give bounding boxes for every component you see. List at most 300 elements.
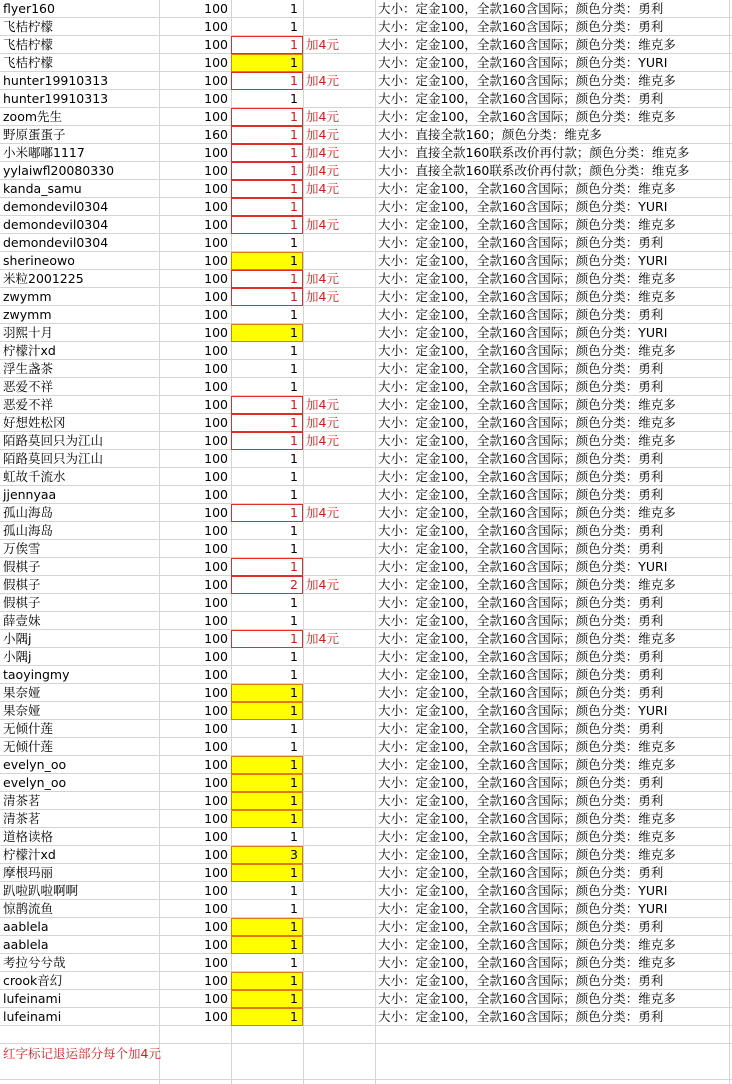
extra-cell[interactable]: 加4元	[306, 127, 339, 142]
extra-cell[interactable]	[303, 810, 375, 828]
price-cell[interactable]: 100	[204, 487, 228, 502]
extra-cell[interactable]	[303, 738, 375, 756]
desc-cell[interactable]: 大小：定金100，全款160含国际；颜色分类：勇利	[378, 235, 664, 250]
name-cell[interactable]: 小米嘟嘟1117	[3, 145, 85, 160]
price-cell[interactable]: 100	[204, 1009, 228, 1024]
extra-cell[interactable]: 加4元	[306, 109, 339, 124]
price-cell[interactable]: 100	[204, 955, 228, 970]
desc-cell[interactable]: 大小：定金100，全款160含国际；颜色分类：勇利	[378, 361, 664, 376]
desc-cell[interactable]: 大小：定金100，全款160含国际；颜色分类：维克多	[378, 343, 676, 358]
qty-cell[interactable]: 1	[290, 523, 298, 538]
name-cell[interactable]: 假棋子	[3, 595, 41, 610]
price-cell[interactable]: 100	[204, 523, 228, 538]
table-row	[0, 270, 732, 288]
table-row	[0, 864, 732, 882]
qty-cell[interactable]: 1	[231, 162, 303, 180]
price-cell[interactable]: 100	[204, 901, 228, 916]
price-cell[interactable]: 100	[204, 721, 228, 736]
name-cell[interactable]: 孤山海岛	[3, 523, 54, 538]
extra-cell[interactable]	[303, 900, 375, 918]
qty-cell[interactable]: 1	[231, 108, 303, 126]
extra-cell[interactable]	[303, 918, 375, 936]
name-cell[interactable]: 虹故千流水	[3, 469, 66, 484]
desc-cell[interactable]: 大小：定金100，全款160含国际；颜色分类：维克多	[378, 109, 676, 124]
name-cell[interactable]: 羽熙十月	[3, 325, 54, 340]
desc-cell[interactable]: 大小：定金100，全款160含国际；颜色分类：维克多	[378, 181, 676, 196]
price-cell[interactable]: 100	[204, 415, 228, 430]
qty-cell[interactable]: 1	[290, 541, 298, 556]
name-cell[interactable]: 野原蛋蛋子	[3, 127, 66, 142]
desc-cell[interactable]: 大小：定金100，全款160含国际；颜色分类：YURI	[378, 703, 668, 718]
price-cell[interactable]: 100	[204, 739, 228, 754]
price-cell[interactable]: 100	[204, 667, 228, 682]
desc-cell[interactable]: 大小：定金100，全款160含国际；颜色分类：维克多	[378, 739, 676, 754]
price-cell[interactable]: 100	[204, 199, 228, 214]
qty-cell[interactable]: 1	[290, 613, 298, 628]
price-cell[interactable]: 100	[204, 559, 228, 574]
qty-cell[interactable]: 3	[231, 846, 303, 864]
price-cell[interactable]: 100	[204, 937, 228, 952]
extra-cell[interactable]	[303, 360, 375, 378]
qty-cell[interactable]: 1	[231, 774, 303, 792]
extra-cell[interactable]	[303, 90, 375, 108]
desc-cell[interactable]: 大小：定金100，全款160含国际；颜色分类：YURI	[378, 883, 668, 898]
name-cell[interactable]: 薛壹妹	[3, 613, 41, 628]
name-cell[interactable]: 恶爱不祥	[3, 379, 54, 394]
extra-cell[interactable]: 加4元	[306, 181, 339, 196]
extra-cell[interactable]	[303, 594, 375, 612]
qty-cell[interactable]: 1	[231, 216, 303, 234]
extra-cell[interactable]: 加4元	[306, 505, 339, 520]
qty-cell[interactable]: 1	[231, 558, 303, 576]
qty-cell[interactable]: 1	[290, 307, 298, 322]
qty-cell[interactable]: 1	[231, 630, 303, 648]
name-cell[interactable]: 米粒2001225	[3, 271, 84, 286]
price-cell[interactable]: 100	[204, 919, 228, 934]
price-cell[interactable]: 100	[204, 271, 228, 286]
price-cell[interactable]: 100	[204, 865, 228, 880]
extra-cell[interactable]	[303, 468, 375, 486]
name-cell[interactable]: demondevil0304	[3, 199, 109, 214]
qty-cell[interactable]: 1	[231, 810, 303, 828]
qty-cell[interactable]: 1	[231, 198, 303, 216]
desc-cell[interactable]: 大小：定金100，全款160含国际；颜色分类：勇利	[378, 523, 664, 538]
extra-cell[interactable]: 加4元	[306, 271, 339, 286]
qty-cell[interactable]: 1	[290, 883, 298, 898]
name-cell[interactable]: 陌路莫回只为江山	[3, 433, 104, 448]
desc-cell[interactable]: 大小：定金100，全款160含国际；颜色分类：维克多	[378, 991, 676, 1006]
desc-cell[interactable]: 大小：定金100，全款160含国际；颜色分类：勇利	[378, 865, 664, 880]
extra-cell[interactable]	[303, 342, 375, 360]
extra-cell[interactable]	[303, 450, 375, 468]
table-row	[0, 252, 732, 270]
extra-cell[interactable]	[303, 306, 375, 324]
name-cell[interactable]: taoyingmy	[3, 667, 70, 682]
name-cell[interactable]: yylaiwfl20080330	[3, 163, 115, 178]
desc-cell[interactable]: 大小：定金100，全款160含国际；颜色分类：勇利	[378, 451, 664, 466]
price-cell[interactable]: 100	[204, 451, 228, 466]
name-cell[interactable]: 考拉兮兮哉	[3, 955, 66, 970]
qty-cell[interactable]: 1	[231, 36, 303, 54]
desc-cell[interactable]: 大小：定金100，全款160含国际；颜色分类：维克多	[378, 73, 676, 88]
desc-cell[interactable]: 大小：定金100，全款160含国际；颜色分类：维克多	[378, 505, 676, 520]
table-row	[0, 36, 732, 54]
table-row	[0, 324, 732, 342]
qty-cell[interactable]: 1	[231, 432, 303, 450]
price-cell[interactable]: 100	[204, 685, 228, 700]
desc-cell[interactable]: 大小：定金100，全款160含国际；颜色分类：维克多	[378, 811, 676, 826]
desc-cell[interactable]: 大小：定金100，全款160含国际；颜色分类：维克多	[378, 397, 676, 412]
table-row	[0, 54, 732, 72]
extra-cell[interactable]	[303, 684, 375, 702]
price-cell[interactable]: 100	[204, 361, 228, 376]
price-cell[interactable]: 100	[204, 433, 228, 448]
desc-cell[interactable]: 大小：定金100，全款160含国际；颜色分类：勇利	[378, 775, 664, 790]
qty-cell[interactable]: 1	[231, 918, 303, 936]
name-cell[interactable]: zwymm	[3, 307, 52, 322]
name-cell[interactable]: 趴啦趴啦啊啊	[3, 883, 79, 898]
extra-cell[interactable]	[303, 54, 375, 72]
table-row	[0, 900, 732, 918]
name-cell[interactable]: jjennyaa	[3, 487, 57, 502]
desc-cell[interactable]: 大小：定金100，全款160含国际；颜色分类：勇利	[378, 379, 664, 394]
desc-cell[interactable]: 大小：定金100，全款160含国际；颜色分类：YURI	[378, 325, 668, 340]
name-cell[interactable]: 小隅j	[3, 649, 32, 664]
price-cell[interactable]: 100	[204, 469, 228, 484]
qty-cell[interactable]: 1	[231, 270, 303, 288]
desc-cell[interactable]: 大小：定金100，全款160含国际；颜色分类：维克多	[378, 847, 676, 862]
extra-cell[interactable]	[303, 198, 375, 216]
extra-cell[interactable]	[303, 486, 375, 504]
footer-note[interactable]: 红字标记退运部分每个加4元	[3, 1046, 161, 1061]
extra-cell[interactable]	[303, 666, 375, 684]
price-cell[interactable]: 100	[204, 37, 228, 52]
name-cell[interactable]: sherineowo	[3, 253, 75, 268]
name-cell[interactable]: 万俟雪	[3, 541, 41, 556]
qty-cell[interactable]: 1	[290, 235, 298, 250]
qty-cell[interactable]: 1	[231, 72, 303, 90]
name-cell[interactable]: 浮生盏茶	[3, 361, 54, 376]
qty-cell[interactable]: 1	[290, 739, 298, 754]
desc-cell[interactable]: 大小：定金100，全款160含国际；颜色分类：维克多	[378, 955, 676, 970]
price-cell[interactable]: 100	[204, 289, 228, 304]
desc-cell[interactable]: 大小：定金100，全款160含国际；颜色分类：勇利	[378, 1, 664, 16]
extra-cell[interactable]: 加4元	[306, 577, 339, 592]
extra-cell[interactable]: 加4元	[306, 163, 339, 178]
name-cell[interactable]: demondevil0304	[3, 235, 109, 250]
desc-cell[interactable]: 大小：定金100，全款160含国际；颜色分类：维克多	[378, 271, 676, 286]
extra-cell[interactable]	[303, 18, 375, 36]
qty-cell[interactable]: 1	[290, 1, 298, 16]
price-cell[interactable]: 100	[204, 577, 228, 592]
price-cell[interactable]: 100	[204, 217, 228, 232]
qty-cell[interactable]: 1	[231, 396, 303, 414]
extra-cell[interactable]	[303, 702, 375, 720]
name-cell[interactable]: zoom先生	[3, 109, 63, 124]
extra-cell[interactable]	[303, 0, 375, 18]
name-cell[interactable]: lufeinami	[3, 1009, 62, 1024]
table-row	[0, 162, 732, 180]
price-cell[interactable]: 100	[204, 163, 228, 178]
extra-cell[interactable]	[303, 378, 375, 396]
extra-cell[interactable]	[303, 252, 375, 270]
table-row	[0, 126, 732, 144]
qty-cell[interactable]: 1	[231, 972, 303, 990]
name-cell[interactable]: 恶爱不祥	[3, 397, 54, 412]
extra-cell[interactable]: 加4元	[306, 289, 339, 304]
desc-cell[interactable]: 大小：定金100，全款160含国际；颜色分类：YURI	[378, 253, 668, 268]
qty-cell[interactable]: 1	[231, 936, 303, 954]
price-cell[interactable]: 100	[204, 793, 228, 808]
name-cell[interactable]: hunter19910313	[3, 91, 109, 106]
price-cell[interactable]: 100	[204, 829, 228, 844]
qty-cell[interactable]: 1	[290, 667, 298, 682]
name-cell[interactable]: 清茶茗	[3, 793, 41, 808]
desc-cell[interactable]: 大小：定金100，全款160含国际；颜色分类：维克多	[378, 37, 676, 52]
name-cell[interactable]: 果奈娅	[3, 685, 41, 700]
name-cell[interactable]: 飞桔柠檬	[3, 19, 54, 34]
qty-cell[interactable]: 1	[231, 792, 303, 810]
qty-cell[interactable]: 1	[231, 864, 303, 882]
name-cell[interactable]: 柠檬汁xd	[3, 847, 56, 862]
qty-cell[interactable]: 1	[290, 721, 298, 736]
name-cell[interactable]: 果奈娅	[3, 703, 41, 718]
desc-cell[interactable]: 大小：定金100，全款160含国际；颜色分类：维克多	[378, 937, 676, 952]
table-row	[0, 198, 732, 216]
table-row	[0, 216, 732, 234]
extra-cell[interactable]	[303, 864, 375, 882]
qty-cell[interactable]: 1	[231, 126, 303, 144]
desc-cell[interactable]: 大小：定金100，全款160含国际；颜色分类：勇利	[378, 1009, 664, 1024]
name-cell[interactable]: 飞桔柠檬	[3, 37, 54, 52]
extra-cell[interactable]	[303, 972, 375, 990]
price-cell[interactable]: 100	[204, 847, 228, 862]
desc-cell[interactable]: 大小：定金100，全款160含国际；颜色分类：YURI	[378, 199, 668, 214]
price-cell[interactable]: 100	[204, 631, 228, 646]
name-cell[interactable]: 小隅j	[3, 631, 32, 646]
extra-cell[interactable]	[303, 612, 375, 630]
qty-cell[interactable]: 1	[231, 324, 303, 342]
qty-cell[interactable]: 1	[290, 469, 298, 484]
desc-cell[interactable]: 大小：定金100，全款160含国际；颜色分类：勇利	[378, 685, 664, 700]
name-cell[interactable]: 无倾什莲	[3, 721, 54, 736]
qty-cell[interactable]: 1	[290, 19, 298, 34]
desc-cell[interactable]: 大小：定金100，全款160含国际；颜色分类：勇利	[378, 793, 664, 808]
price-cell[interactable]: 100	[204, 1, 228, 16]
qty-cell[interactable]: 1	[290, 829, 298, 844]
desc-cell[interactable]: 大小：定金100，全款160含国际；颜色分类：维克多	[378, 577, 676, 592]
qty-cell[interactable]: 1	[290, 379, 298, 394]
qty-cell[interactable]: 1	[231, 414, 303, 432]
qty-cell[interactable]: 1	[231, 756, 303, 774]
name-cell[interactable]: evelyn_oo	[3, 757, 67, 772]
extra-cell[interactable]	[303, 522, 375, 540]
price-cell[interactable]: 100	[204, 307, 228, 322]
desc-cell[interactable]: 大小：定金100，全款160含国际；颜色分类：勇利	[378, 595, 664, 610]
name-cell[interactable]: evelyn_oo	[3, 775, 67, 790]
name-cell[interactable]: aablela	[3, 919, 49, 934]
extra-cell[interactable]	[303, 540, 375, 558]
desc-cell[interactable]: 大小：定金100，全款160含国际；颜色分类：维克多	[378, 217, 676, 232]
name-cell[interactable]: kanda_samu	[3, 181, 82, 196]
qty-cell[interactable]: 1	[290, 487, 298, 502]
qty-cell[interactable]: 1	[290, 91, 298, 106]
qty-cell[interactable]: 1	[290, 649, 298, 664]
extra-cell[interactable]	[303, 936, 375, 954]
price-cell[interactable]: 100	[204, 73, 228, 88]
name-cell[interactable]: hunter19910313	[3, 73, 109, 88]
qty-cell[interactable]: 1	[231, 144, 303, 162]
desc-cell[interactable]: 大小：定金100，全款160含国际；颜色分类：维克多	[378, 631, 676, 646]
price-cell[interactable]: 100	[204, 775, 228, 790]
price-cell[interactable]: 100	[204, 55, 228, 70]
name-cell[interactable]: 柠檬汁xd	[3, 343, 56, 358]
name-cell[interactable]: 道格读格	[3, 829, 54, 844]
extra-cell[interactable]	[303, 324, 375, 342]
extra-cell[interactable]: 加4元	[306, 37, 339, 52]
price-cell[interactable]: 100	[204, 883, 228, 898]
extra-cell[interactable]: 加4元	[306, 415, 339, 430]
desc-cell[interactable]: 大小：定金100，全款160含国际；颜色分类：勇利	[378, 973, 664, 988]
extra-cell[interactable]: 加4元	[306, 631, 339, 646]
price-cell[interactable]: 100	[204, 541, 228, 556]
desc-cell[interactable]: 大小：直接全款160联系改价再付款；颜色分类：维克多	[378, 145, 690, 160]
qty-cell[interactable]: 1	[231, 1008, 303, 1026]
extra-cell[interactable]	[303, 720, 375, 738]
extra-cell[interactable]	[303, 954, 375, 972]
desc-cell[interactable]: 大小：定金100，全款160含国际；颜色分类：勇利	[378, 613, 664, 628]
qty-cell[interactable]: 1	[231, 990, 303, 1008]
extra-cell[interactable]: 加4元	[306, 433, 339, 448]
qty-cell[interactable]: 1	[231, 252, 303, 270]
desc-cell[interactable]: 大小：定金100，全款160含国际；颜色分类：维克多	[378, 757, 676, 772]
price-cell[interactable]: 100	[204, 649, 228, 664]
extra-cell[interactable]: 加4元	[306, 73, 339, 88]
price-cell[interactable]: 100	[204, 703, 228, 718]
price-cell[interactable]: 100	[204, 181, 228, 196]
price-cell[interactable]: 100	[204, 757, 228, 772]
extra-cell[interactable]	[303, 234, 375, 252]
desc-cell[interactable]: 大小：定金100，全款160含国际；颜色分类：勇利	[378, 919, 664, 934]
extra-cell[interactable]	[303, 774, 375, 792]
extra-cell[interactable]: 加4元	[306, 217, 339, 232]
qty-cell[interactable]: 1	[290, 901, 298, 916]
price-cell[interactable]: 160	[204, 127, 228, 142]
desc-cell[interactable]: 大小：定金100，全款160含国际；颜色分类：维克多	[378, 415, 676, 430]
price-cell[interactable]: 100	[204, 991, 228, 1006]
price-cell[interactable]: 100	[204, 235, 228, 250]
desc-cell[interactable]: 大小：定金100，全款160含国际；颜色分类：YURI	[378, 901, 668, 916]
qty-cell[interactable]: 1	[290, 451, 298, 466]
price-cell[interactable]: 100	[204, 595, 228, 610]
name-cell[interactable]: 清茶茗	[3, 811, 41, 826]
table-row	[0, 360, 732, 378]
desc-cell[interactable]: 大小：定金100，全款160含国际；颜色分类：勇利	[378, 19, 664, 34]
qty-cell[interactable]: 1	[231, 180, 303, 198]
desc-cell[interactable]: 大小：定金100，全款160含国际；颜色分类：勇利	[378, 469, 664, 484]
desc-cell[interactable]: 大小：定金100，全款160含国际；颜色分类：维克多	[378, 433, 676, 448]
desc-cell[interactable]: 大小：定金100，全款160含国际；颜色分类：勇利	[378, 487, 664, 502]
name-cell[interactable]: lufeinami	[3, 991, 62, 1006]
price-cell[interactable]: 100	[204, 253, 228, 268]
name-cell[interactable]: 假棋子	[3, 559, 41, 574]
name-cell[interactable]: 好想姓松冈	[3, 415, 66, 430]
desc-cell[interactable]: 大小：定金100，全款160含国际；颜色分类：勇利	[378, 307, 664, 322]
qty-cell[interactable]: 1	[231, 702, 303, 720]
desc-cell[interactable]: 大小：定金100，全款160含国际；颜色分类：维克多	[378, 289, 676, 304]
desc-cell[interactable]: 大小：定金100，全款160含国际；颜色分类：勇利	[378, 721, 664, 736]
price-cell[interactable]: 100	[204, 91, 228, 106]
qty-cell[interactable]: 1	[290, 595, 298, 610]
desc-cell[interactable]: 大小：定金100，全款160含国际；颜色分类：勇利	[378, 91, 664, 106]
name-cell[interactable]: 惊鹊流鱼	[3, 901, 54, 916]
price-cell[interactable]: 100	[204, 811, 228, 826]
extra-cell[interactable]	[303, 792, 375, 810]
price-cell[interactable]: 100	[204, 613, 228, 628]
price-cell[interactable]: 100	[204, 19, 228, 34]
name-cell[interactable]: demondevil0304	[3, 217, 109, 232]
price-cell[interactable]: 100	[204, 109, 228, 124]
extra-cell[interactable]: 加4元	[306, 145, 339, 160]
name-cell[interactable]: 孤山海岛	[3, 505, 54, 520]
price-cell[interactable]: 100	[204, 145, 228, 160]
extra-cell[interactable]	[303, 846, 375, 864]
extra-cell[interactable]	[303, 1008, 375, 1026]
name-cell[interactable]: 无倾什莲	[3, 739, 54, 754]
name-cell[interactable]: 假棋子	[3, 577, 41, 592]
price-cell[interactable]: 100	[204, 973, 228, 988]
extra-cell[interactable]	[303, 990, 375, 1008]
table-row	[0, 90, 732, 108]
qty-cell[interactable]: 1	[231, 684, 303, 702]
desc-cell[interactable]: 大小：定金100，全款160含国际；颜色分类：YURI	[378, 559, 668, 574]
table-row	[0, 594, 732, 612]
price-cell[interactable]: 100	[204, 397, 228, 412]
extra-cell[interactable]	[303, 648, 375, 666]
name-cell[interactable]: aablela	[3, 937, 49, 952]
name-cell[interactable]: 陌路莫回只为江山	[3, 451, 104, 466]
extra-cell[interactable]: 加4元	[306, 397, 339, 412]
price-cell[interactable]: 100	[204, 343, 228, 358]
price-cell[interactable]: 100	[204, 325, 228, 340]
name-cell[interactable]: crook音幻	[3, 973, 63, 988]
qty-cell[interactable]: 1	[231, 504, 303, 522]
desc-cell[interactable]: 大小：定金100，全款160含国际；颜色分类：YURI	[378, 55, 668, 70]
name-cell[interactable]: zwymm	[3, 289, 52, 304]
name-cell[interactable]: flyer160	[3, 1, 55, 16]
desc-cell[interactable]: 大小：定金100，全款160含国际；颜色分类：勇利	[378, 541, 664, 556]
desc-cell[interactable]: 大小：定金100，全款160含国际；颜色分类：勇利	[378, 649, 664, 664]
extra-cell[interactable]	[303, 756, 375, 774]
desc-cell[interactable]: 大小：直接全款160联系改价再付款；颜色分类：维克多	[378, 163, 690, 178]
qty-cell[interactable]: 1	[231, 288, 303, 306]
price-cell[interactable]: 100	[204, 379, 228, 394]
qty-cell[interactable]: 1	[290, 343, 298, 358]
qty-cell[interactable]: 1	[290, 361, 298, 376]
name-cell[interactable]: 摩根玛丽	[3, 865, 54, 880]
extra-cell[interactable]	[303, 882, 375, 900]
price-cell[interactable]: 100	[204, 505, 228, 520]
name-cell[interactable]: 飞桔柠檬	[3, 55, 54, 70]
extra-cell[interactable]	[303, 558, 375, 576]
desc-cell[interactable]: 大小：直接全款160；颜色分类：维克多	[378, 127, 602, 142]
qty-cell[interactable]: 2	[231, 576, 303, 594]
desc-cell[interactable]: 大小：定金100，全款160含国际；颜色分类：勇利	[378, 667, 664, 682]
desc-cell[interactable]: 大小：定金100，全款160含国际；颜色分类：维克多	[378, 829, 676, 844]
qty-cell[interactable]: 1	[231, 54, 303, 72]
qty-cell[interactable]: 1	[290, 955, 298, 970]
extra-cell[interactable]	[303, 828, 375, 846]
